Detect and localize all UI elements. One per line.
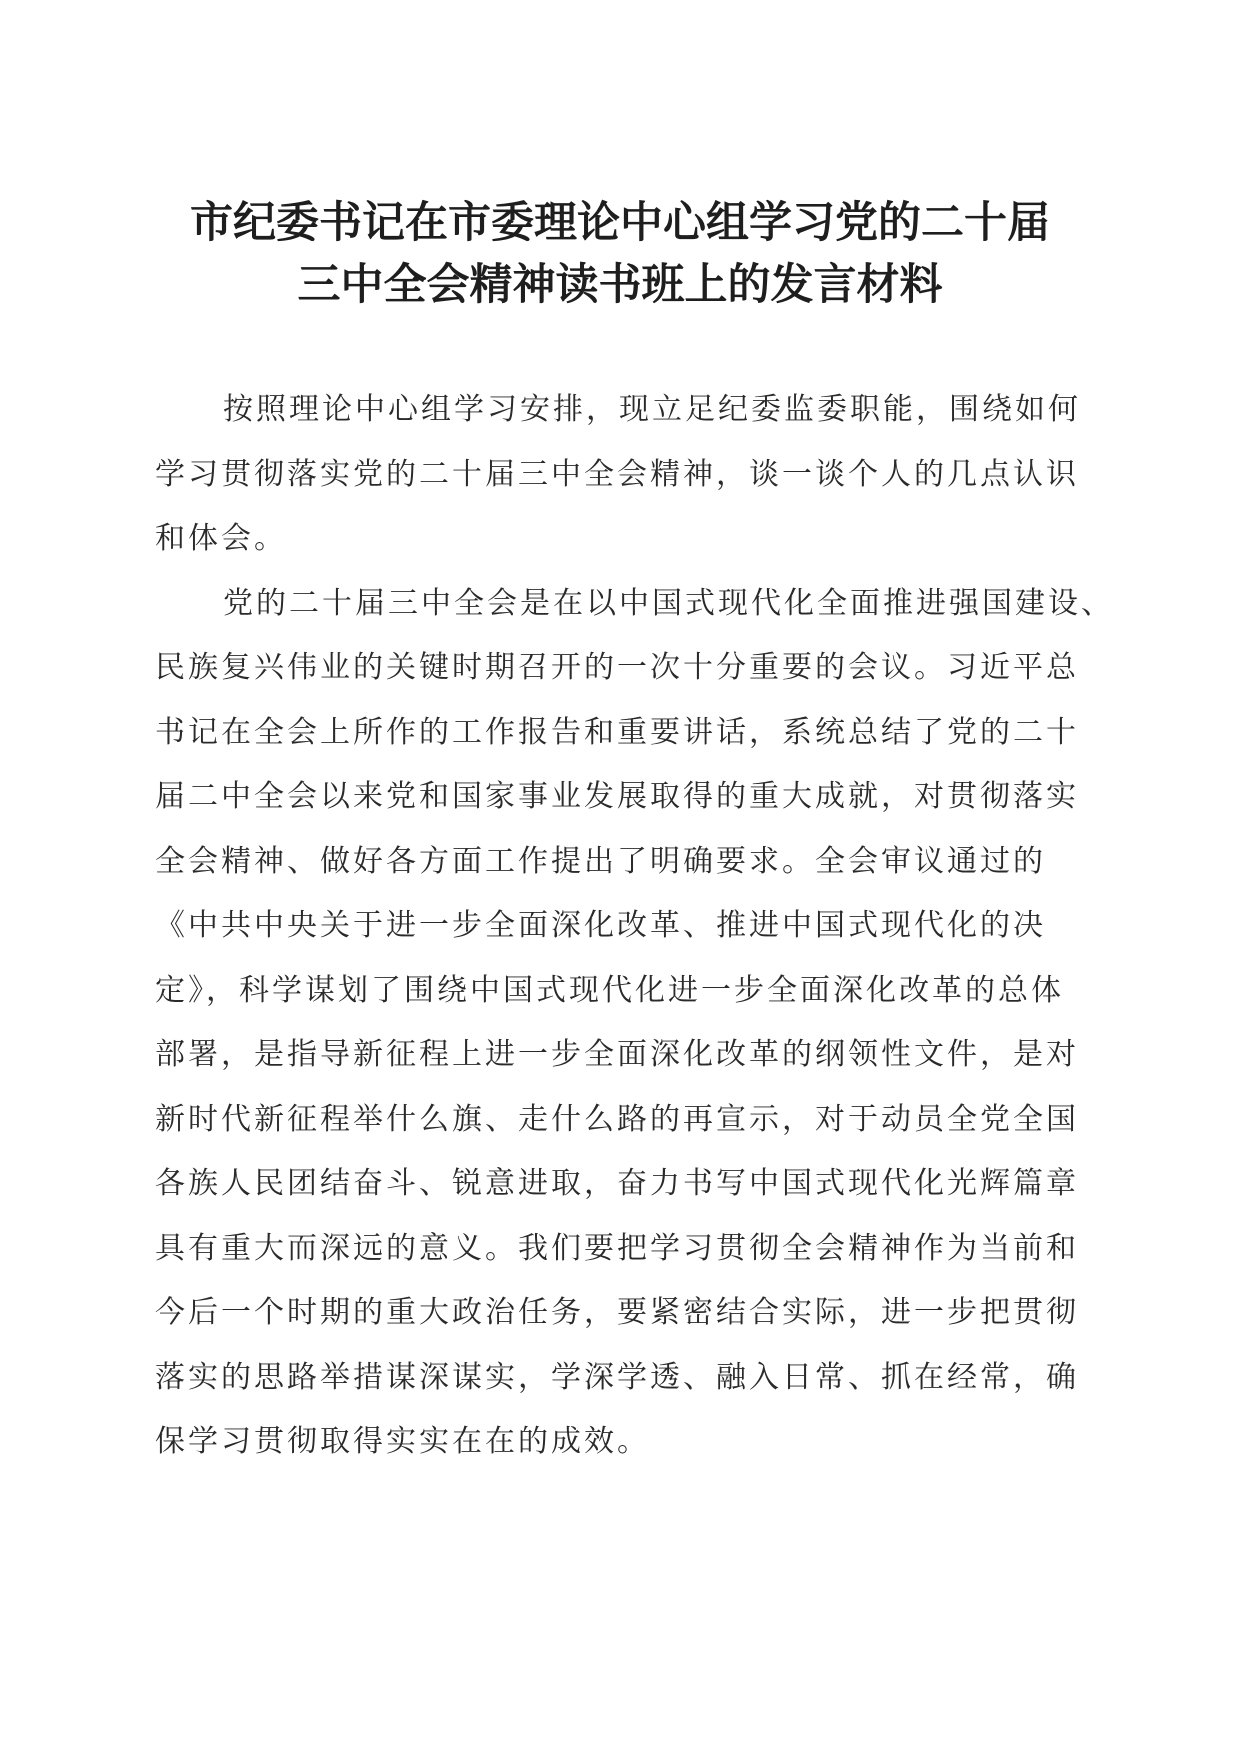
paragraph-line: 具有重大而深远的意义。我们要把学习贯彻全会精神作为当前和: [155, 1230, 1079, 1266]
paragraph-line: 定》，科学谋划了围绕中国式现代化进一步全面深化改革的总体: [155, 972, 1064, 1008]
paragraph-1: [155, 378, 1095, 572]
paragraph-line: 部署，是指导新征程上进一步全面深化改革的纲领性文件，是对: [155, 1037, 1079, 1072]
paragraph-line: 书记在全会上所作的工作报告和重要讲话，系统总结了党的二十: [155, 714, 1079, 750]
paragraph-line: 届二中全会以来党和国家事业发展取得的重大成就，对贯彻落实: [155, 779, 1079, 814]
title-line-2: 三中全会精神读书班上的发言材料: [297, 260, 943, 310]
paragraph-line: 民族复兴伟业的关键时期召开的一次十分重要的会议。习近平总: [155, 650, 1079, 685]
paragraph-line: 学习贯彻落实党的二十届三中全会精神，谈一谈个人的几点认识: [155, 456, 1079, 492]
paragraph-2: [155, 572, 1114, 1475]
paragraph-line: 新时代新征程举什么旗、走什么路的再宣示，对于动员全党全国: [155, 1101, 1079, 1137]
paragraph-line: 《中共中央关于进一步全面深化改革、推进中国式现代化的决: [155, 908, 1046, 943]
paragraph-line: 全会精神、做好各方面工作提出了明确要求。全会审议通过的: [155, 843, 1046, 879]
document-title: [140, 192, 1100, 316]
paragraph-line: 保学习贯彻取得实实在在的成效。: [155, 1424, 650, 1459]
paragraph-line: 和体会。: [155, 521, 287, 556]
paragraph-line: 今后一个时期的重大政治任务，要紧密结合实际，进一步把贯彻: [155, 1295, 1079, 1330]
title-line-1: 市纪委书记在市委理论中心组学习党的二十届: [190, 198, 1050, 248]
paragraph-line: 按照理论中心组学习安排，现立足纪委监委职能，围绕如何: [223, 392, 1081, 427]
paragraph-line: 各族人民团结奋斗、锐意进取，奋力书写中国式现代化光辉篇章: [155, 1166, 1079, 1201]
paragraph-line: 落实的思路举措谋深谋实，学深学透、融入日常、抓在经常，确: [155, 1359, 1079, 1395]
document-body: [155, 378, 1114, 1475]
paragraph-line: 党的二十届三中全会是在以中国式现代化全面推进强国建设、: [223, 585, 1114, 621]
